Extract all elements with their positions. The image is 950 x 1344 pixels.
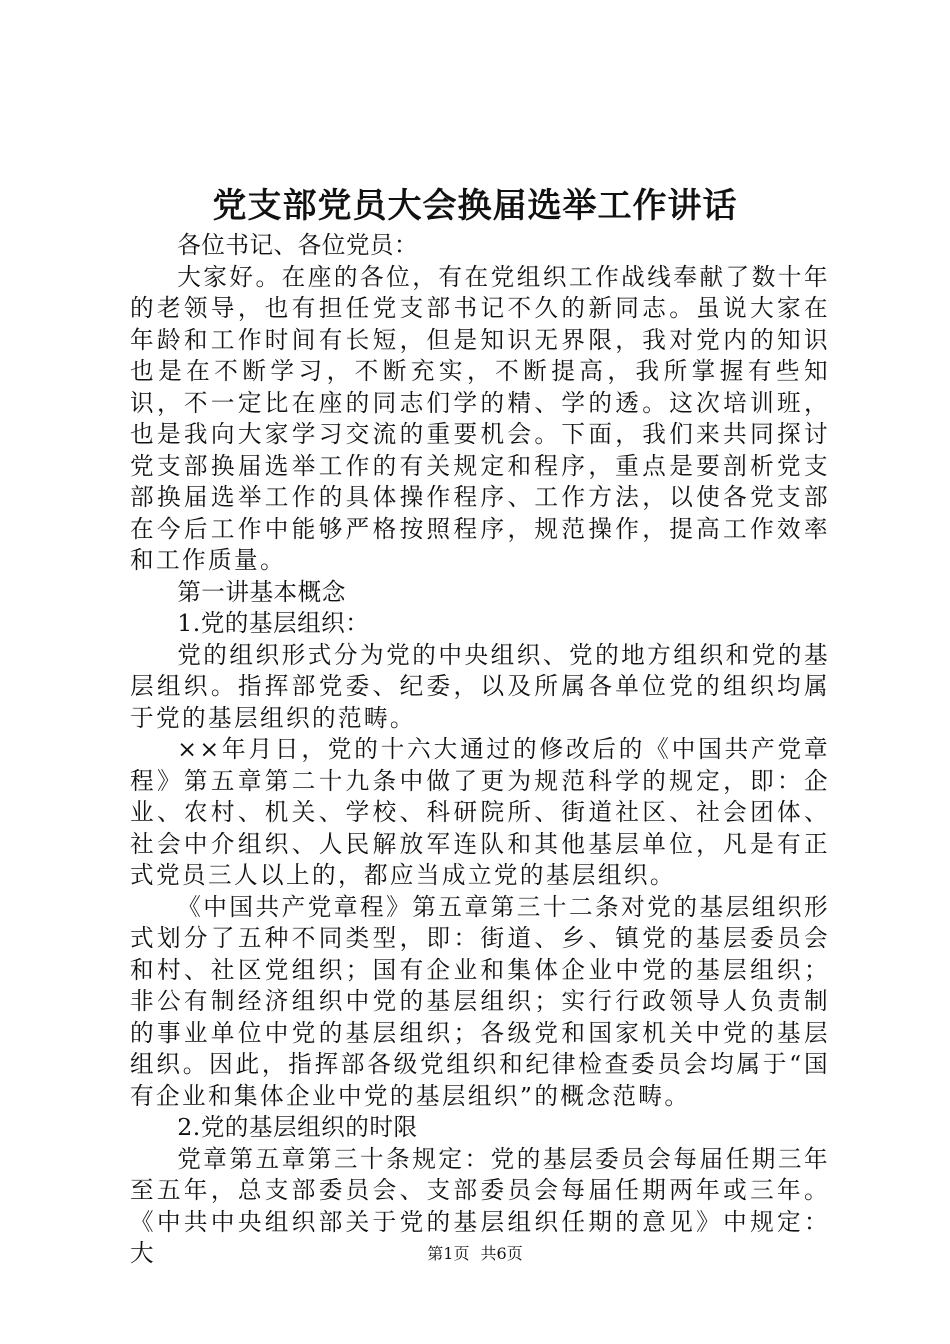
total-pages: 共6页 [480, 1244, 523, 1263]
paragraph: ××年月日，党的十六大通过的修改后的《中国共产党章程》第五章第二十九条中做了更为规范科学的规定，即：企业、农村、机关、学校、科研院所、街道社区、社会团体、社会中介组织、人民解放军连队和其他基层单位，凡是有正式党员三人以上的，都应当成立党的基层组织。 [130, 735, 830, 889]
paragraph: 《中国共产党章程》第五章第三十二条对党的基层组织形式划分了五种不同类型，即：街道、乡、镇党的基层委员会和村、社区党组织；国有企业和集体企业中党的基层组织；非公有制经济组织中党的基层组织；实行行政领导人负责制的事业单位中党的基层组织；各级党和国家机关中党的基层组织。因此，指挥部各级党组织和纪律检查委员会均属于“国有企业和集体企业中党的基层组织”的概念范畴。 [130, 892, 830, 1110]
section-heading: 第一讲基本概念 [177, 577, 346, 606]
document-title: 党支部党员大会换届选举工作讲话 [212, 186, 738, 226]
paragraph: 党的组织形式分为党的中央组织、党的地方组织和党的基层组织。指挥部党委、纪委，以及所属各单位党的组织均属于党的基层组织的范畴。 [130, 640, 830, 732]
page-footer [0, 1243, 950, 1265]
document-body [130, 230, 830, 1270]
salutation: 各位书记、各位党员： [177, 231, 419, 259]
subheading-2: 2.党的基层组织的时限 [177, 1113, 418, 1141]
page-number: 第1页 [427, 1244, 470, 1263]
paragraph-intro: 大家好。在座的各位，有在党组织工作战线奉献了数十年的老领导，也有担任党支部书记不久的新同志。虽说大家在年龄和工作时间有长短，但是知识无界限，我对党内的知识也是在不断学习，不断充实，不断提高，我所掌握有些知识，不一定比在座的同志们学的精、学的透。这次培训班，也是我向大家学习交流的重要机会。下面，我们来共同探讨党支部换届选举工作的有关规定和程序，重点是要剖析党支部换届选举工作的具体操作程序、工作方法，以使各党支部在今后工作中能够严格按照程序，规范操作，提高工作效率和工作质量。 [130, 262, 830, 574]
paragraph: 党章第五章第三十条规定：党的基层委员会每届任期三年至五年，总支部委员会、支部委员会每届任期两年或三年。《中共中央组织部关于党的基层组织任期的意见》中规定：大 [130, 1144, 830, 1267]
subheading-1: 1.党的基层组织： [177, 609, 370, 637]
